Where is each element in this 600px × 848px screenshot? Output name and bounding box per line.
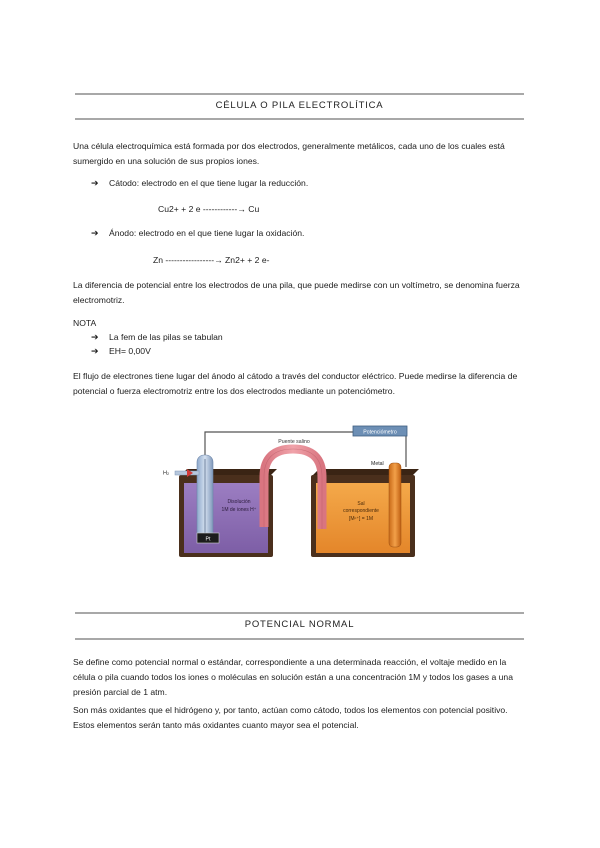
intro-paragraph: Una célula electroquímica está formada por dos electrodos, generalmente metálicos, cada uno de los cuales está sumergido en una solución de sus propios iones. (73, 141, 505, 166)
top-rule-lower (75, 118, 524, 120)
potentiometer-label: Potenciómetro (363, 429, 397, 436)
cell-illustration (157, 419, 439, 563)
bullet-catodo-text: Cátodo: electrodo en el que tiene lugar la reducción. (109, 178, 309, 188)
bullet-anodo-text: Ánodo: electrodo en el que tiene lugar la oxidación. (109, 228, 305, 238)
note-label: NOTA (73, 318, 97, 328)
section2-rule-lower (75, 638, 524, 640)
left-solution (184, 483, 268, 553)
equation-cathode: Cu2+ + 2 e ------------→ Cu (158, 204, 260, 214)
note-item-fem-text: La fem de las pilas se tabulan (109, 332, 223, 342)
arrow-icon: ➔ (91, 332, 99, 342)
left-solution-label-1: Disolución (227, 499, 251, 505)
metal-electrode (389, 463, 401, 547)
top-rule-upper (75, 93, 524, 95)
left-solution-label-2: 1M de iones H⁺ (221, 507, 257, 513)
oxidants-paragraph: Son más oxidantes que el hidrógeno y, por tanto, actúan como cátodo, todos los elementos con potencial positivo. Estos elementos serán tanto más oxidantes cuanto mayor sea el potencial. (73, 705, 508, 730)
h2-label: H₂ (163, 470, 170, 477)
salt-bridge-label: Puente salino (278, 439, 310, 445)
right-tank-back (313, 469, 419, 475)
pt-label: Pt (205, 536, 211, 543)
note-item-eh-text: EH= 0,00V (109, 346, 151, 356)
metal-label: Metal (371, 461, 384, 467)
right-solution-label-1: Sal (357, 501, 365, 507)
bullet-catodo (91, 178, 308, 189)
bullet-anodo (91, 228, 304, 239)
arrow-icon: ➔ (91, 178, 99, 188)
potential-paragraph: La diferencia de potencial entre los electrodos de una pila, que puede medirse con un voltímetro, se denomina fuerza electromotriz. (73, 280, 520, 305)
section-title-celula: CÉLULA O PILA ELECTROLÍTICA (215, 100, 384, 111)
right-solution-label-2: correspondiente (343, 508, 379, 514)
potential-definition-paragraph: Se define como potencial normal o estándar, correspondiente a una determinada reacción, el voltaje medido en la célula o pila cuando todos los iones o moléculas en solución están a una concentración 1M y todos los gases a una presión parcial de 1 atm. (73, 657, 513, 697)
note-item-fem (91, 332, 223, 343)
arrow-icon: ➔ (91, 228, 99, 238)
right-solution-label-3: [Mⁿ⁺] = 1M (348, 516, 374, 522)
section-title-potencial: POTENCIAL NORMAL (244, 619, 355, 630)
equation-anode: Zn -----------------→ Zn2+ + 2 e- (153, 255, 270, 265)
section2-rule-upper (75, 612, 524, 614)
electrochemical-cell-figure (157, 419, 439, 563)
note-item-eh (91, 346, 151, 357)
arrow-icon: ➔ (91, 346, 99, 356)
flow-paragraph: El flujo de electrones tiene lugar del ánodo al cátodo a través del conductor eléctrico. Puede medirse la diferencia de potencial o fuerza electromotriz entre los dos electrodos mediante un potenciómetro. (73, 371, 518, 396)
